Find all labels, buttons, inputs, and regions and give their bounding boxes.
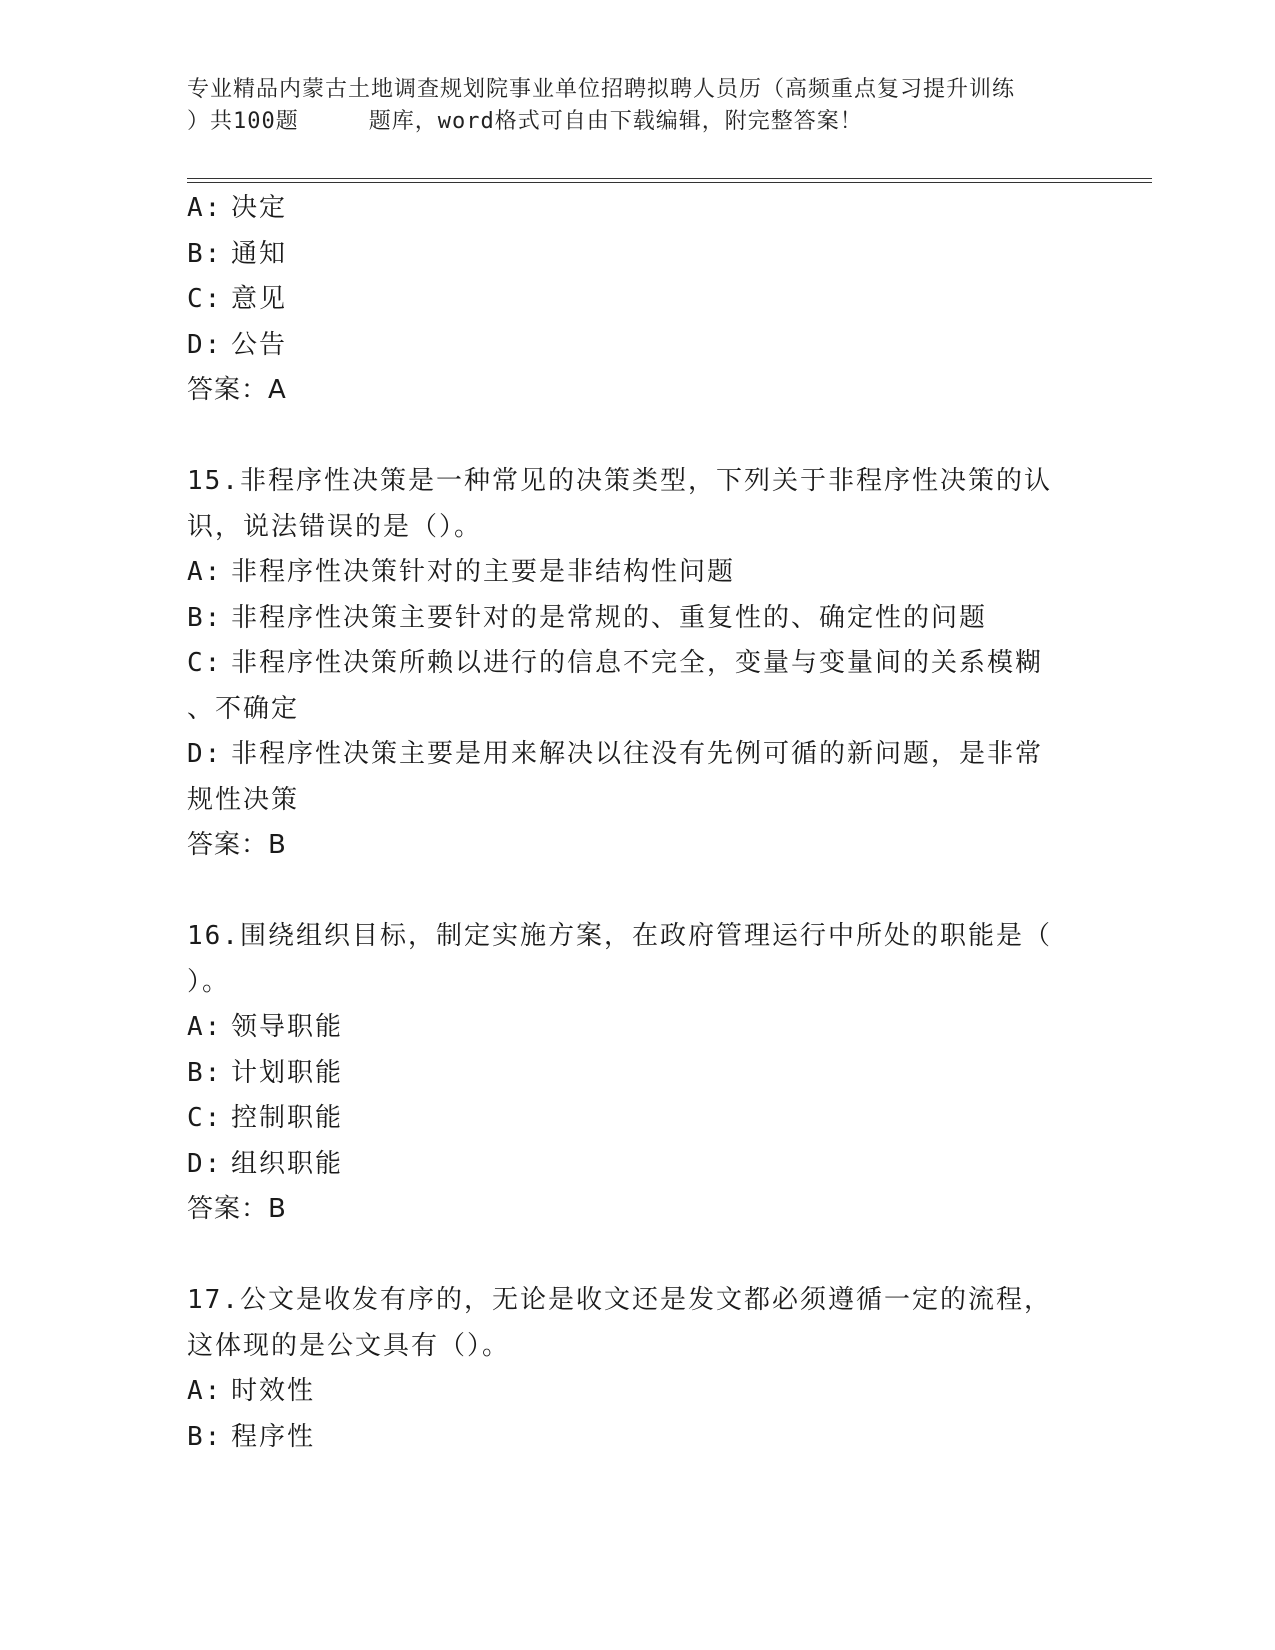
question-14 bbox=[187, 186, 1087, 414]
q16-stem-line-2: ）。 bbox=[187, 966, 231, 997]
q15-stem-line-2: 识，说法错误的是（）。 bbox=[187, 511, 483, 542]
question-15 bbox=[187, 459, 1087, 869]
header-line-2 bbox=[187, 106, 1087, 138]
q15-option-b: B: 非程序性决策主要针对的是常规的、重复性的、确定性的问题 bbox=[187, 602, 988, 633]
question-16 bbox=[187, 914, 1087, 1233]
question-17 bbox=[187, 1278, 1087, 1460]
question-spacer bbox=[187, 1233, 1087, 1279]
q16-option-a: A: 领导职能 bbox=[187, 1012, 344, 1042]
q14-option-c: C: 意见 bbox=[187, 284, 288, 314]
q15-option-c: C: 非程序性决策所赖以进行的信息不完全，变量与变量间的关系模糊 bbox=[187, 648, 1044, 678]
q17-stem-line-2: 这体现的是公文具有（）。 bbox=[187, 1330, 511, 1361]
question-spacer bbox=[187, 869, 1087, 915]
header-line-2-part-a: ）共100题 bbox=[187, 109, 299, 134]
header-line-2-part-b: 题库，word格式可自由下载编辑，附完整答案！ bbox=[368, 109, 863, 134]
q15-option-d-cont: 规性决策 bbox=[187, 784, 300, 815]
q14-option-b: B: 通知 bbox=[187, 238, 288, 269]
q17-option-a: A: 时效性 bbox=[187, 1376, 316, 1406]
q17-option-b: B: 程序性 bbox=[187, 1421, 316, 1452]
q16-stem-line-1: 16.围绕组织目标，制定实施方案，在政府管理运行中所处的职能是（ bbox=[187, 921, 1052, 951]
q16-answer: 答案：B bbox=[187, 1194, 287, 1224]
q15-option-c-cont: 、不确定 bbox=[187, 693, 300, 724]
q15-stem-line-1: 15.非程序性决策是一种常见的决策类型，下列关于非程序性决策的认 bbox=[187, 466, 1052, 496]
header-divider-top bbox=[187, 178, 1152, 179]
header-line-1: 专业精品内蒙古土地调查规划院事业单位招聘拟聘人员历（高频重点复习提升训练 bbox=[187, 77, 1016, 102]
page-header bbox=[187, 74, 1087, 138]
q15-answer: 答案：B bbox=[187, 830, 287, 860]
q17-stem-line-1: 17.公文是收发有序的，无论是收文还是发文都必须遵循一定的流程， bbox=[187, 1285, 1052, 1315]
q16-option-b: B: 计划职能 bbox=[187, 1057, 344, 1088]
q14-option-d: D: 公告 bbox=[187, 329, 288, 360]
q16-option-d: D: 组织职能 bbox=[187, 1148, 344, 1179]
question-content bbox=[187, 186, 1087, 1460]
q14-answer: 答案：A bbox=[187, 375, 287, 405]
question-spacer bbox=[187, 414, 1087, 460]
q16-option-c: C: 控制职能 bbox=[187, 1103, 344, 1133]
q14-option-a: A: 决定 bbox=[187, 193, 288, 223]
header-divider-bottom bbox=[187, 182, 1152, 183]
q15-option-d: D: 非程序性决策主要是用来解决以往没有先例可循的新问题，是非常 bbox=[187, 739, 1044, 769]
q15-option-a: A: 非程序性决策针对的主要是非结构性问题 bbox=[187, 557, 736, 587]
